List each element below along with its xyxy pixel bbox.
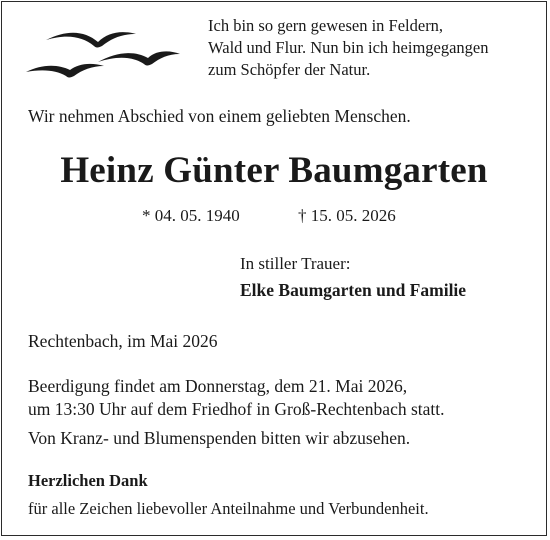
- poem-line: zum Schöpfer der Natur.: [208, 60, 371, 79]
- death-date: † 15. 05. 2026: [298, 206, 396, 225]
- poem-line: Ich bin so gern gewesen in Feldern,: [208, 16, 444, 35]
- wreath-note: Von Kranz- und Blumenspenden bitten wir abzusehen.: [28, 428, 411, 448]
- thanks-text: für alle Zeichen liebevoller Anteilnahme und Verbundenheit.: [28, 499, 429, 518]
- obituary-notice: [1, 1, 547, 536]
- flying-birds-icon: [24, 24, 184, 80]
- bird-icon: [26, 64, 104, 78]
- place-date: Rechtenbach, im Mai 2026: [28, 331, 218, 351]
- intro-text: Wir nehmen Abschied von einem geliebten Menschen.: [28, 106, 411, 126]
- burial-line: um 13:30 Uhr auf dem Friedhof in Groß-Rechtenbach statt.: [28, 399, 445, 419]
- mourners-label: In stiller Trauer:: [240, 254, 351, 273]
- thanks-title: Herzlichen Dank: [28, 471, 148, 490]
- birth-date: * 04. 05. 1940: [142, 206, 240, 225]
- burial-info: [28, 375, 445, 421]
- bird-icon: [98, 51, 180, 65]
- poem: [208, 15, 489, 81]
- mourners-family: Elke Baumgarten und Familie: [240, 280, 467, 300]
- poem-line: Wald und Flur. Nun bin ich heimgegangen: [208, 38, 489, 57]
- bird-icon: [46, 32, 136, 47]
- burial-line: Beerdigung findet am Donnerstag, dem 21. Mai 2026,: [28, 376, 408, 396]
- deceased-name: Heinz Günter Baumgarten: [60, 150, 488, 191]
